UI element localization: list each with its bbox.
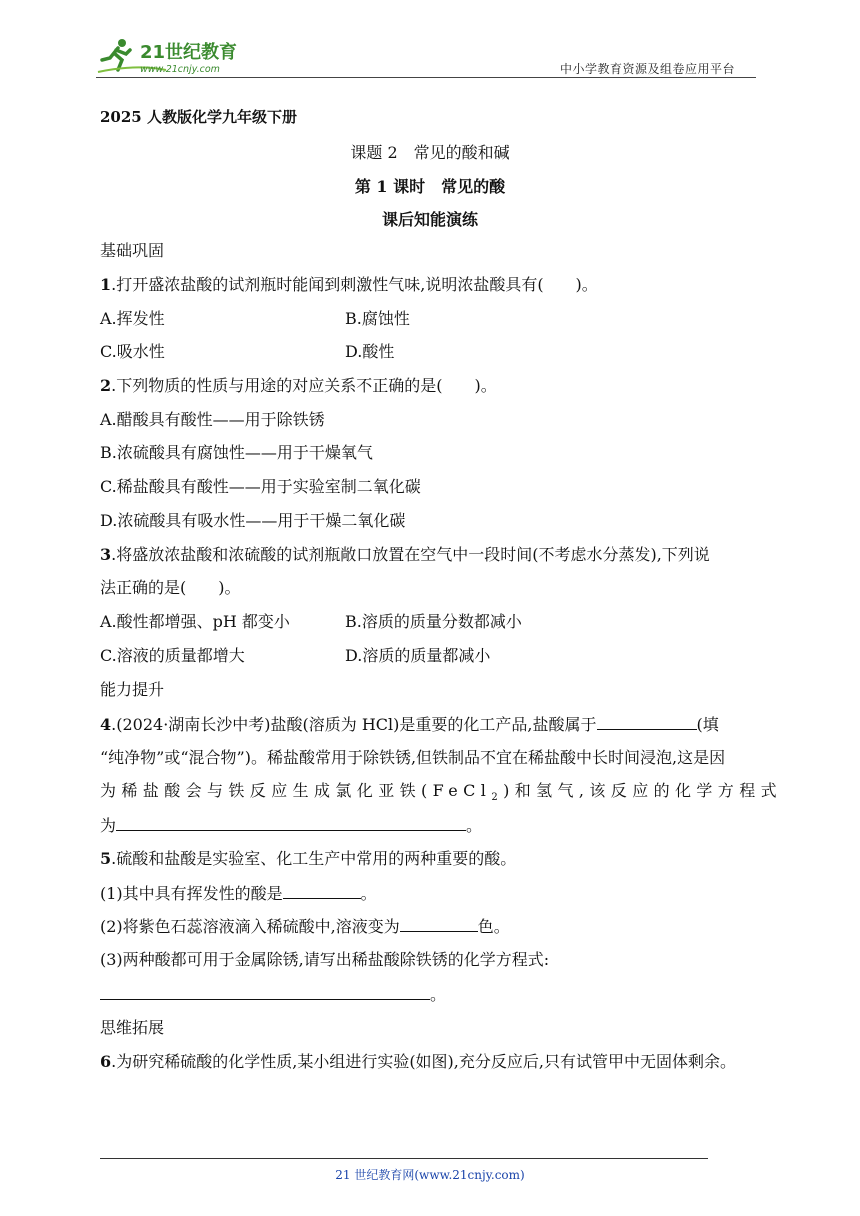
section-title: 课后知能演练: [381, 210, 478, 229]
question-4-line-2: “纯净物”或“混合物”)。稀盐酸常用于除铁锈,但铁制品不宜在稀盐酸中长时间浸泡,这是因: [100, 748, 726, 767]
q5-part-3-answer: 。: [100, 983, 446, 1006]
footer-text: 21 世纪教育网(www.21cnjy.com): [335, 1168, 525, 1182]
q4-blank-2[interactable]: [116, 814, 466, 831]
question-4-line-3: 为稀盐酸会与铁反应生成氯化亚铁(FeCl$_2$)和氢气,该反应的化学方程式: [100, 781, 783, 804]
document-title: 2025 人教版化学九年级下册: [100, 108, 297, 126]
question-2: 2.下列物质的性质与用途的对应关系不正确的是( )。: [100, 376, 497, 395]
q5-blank-3[interactable]: [100, 983, 430, 1000]
q2-option-a: A.醋酸具有酸性——用于除铁锈: [100, 410, 325, 429]
q3-option-b: B.溶质的质量分数都减小: [345, 612, 522, 631]
q4-blank-1[interactable]: [597, 713, 697, 730]
q5-part-2: (2)将紫色石蕊溶液滴入稀硫酸中,溶液变为 色。: [100, 917, 510, 936]
q2-option-d: D.浓硫酸具有吸水性——用于干燥二氧化碳: [100, 511, 406, 530]
question-1: 1.打开盛浓盐酸的试剂瓶时能闻到刺激性气味,说明浓盐酸具有( )。: [100, 275, 598, 294]
header-platform-text: 中小学教育资源及组卷应用平台: [560, 62, 736, 76]
question-4: 4.(2024·湖南长沙中考)盐酸(溶质为 HCl)是重要的化工产品,盐酸属于 (填: [100, 715, 719, 734]
svg-text:21世纪教育: 21世纪教育: [140, 42, 238, 63]
q1-option-d: D.酸性: [345, 342, 395, 361]
question-5: 5.硫酸和盐酸是实验室、化工生产中常用的两种重要的酸。: [100, 849, 517, 868]
q5-blank-2[interactable]: [400, 915, 478, 932]
q1-option-c: C.吸水性: [100, 342, 165, 361]
q3-option-c: C.溶液的质量都增大: [100, 646, 245, 665]
section-ability: 能力提升: [100, 680, 165, 699]
svg-text:www.21cnjy.com: www.21cnjy.com: [140, 64, 220, 75]
question-4-line-4: 为 。: [100, 816, 483, 835]
q2-option-c: C.稀盐酸具有酸性——用于实验室制二氧化碳: [100, 477, 421, 496]
question-3-cont: 法正确的是( )。: [100, 578, 241, 597]
section-basic: 基础巩固: [100, 241, 165, 260]
footer-divider: [100, 1158, 708, 1159]
lesson-topic: 课题 2 常见的酸和碱: [350, 143, 510, 162]
q1-option-a: A.挥发性: [100, 309, 165, 328]
site-logo: [96, 36, 256, 78]
q5-part-1: (1)其中具有挥发性的酸是 。: [100, 884, 377, 903]
q3-option-a: A.酸性都增强、pH 都变小: [100, 612, 290, 631]
section-extend: 思维拓展: [100, 1018, 165, 1037]
question-3: 3.将盛放浓盐酸和浓硫酸的试剂瓶敞口放置在空气中一段时间(不考虑水分蒸发),下列说: [100, 545, 710, 564]
q3-option-d: D.溶质的质量都减小: [345, 646, 491, 665]
q2-option-b: B.浓硫酸具有腐蚀性——用于干燥氧气: [100, 443, 373, 462]
q5-blank-1[interactable]: [283, 882, 361, 899]
lesson-period: 第 1 课时 常见的酸: [354, 177, 506, 196]
q5-part-3: (3)两种酸都可用于金属除锈,请写出稀盐酸除铁锈的化学方程式:: [100, 950, 550, 969]
q1-option-b: B.腐蚀性: [345, 309, 410, 328]
header-divider: [96, 77, 756, 78]
question-6: 6.为研究稀硫酸的化学性质,某小组进行实验(如图),充分反应后,只有试管甲中无固体剩余。: [100, 1052, 736, 1071]
